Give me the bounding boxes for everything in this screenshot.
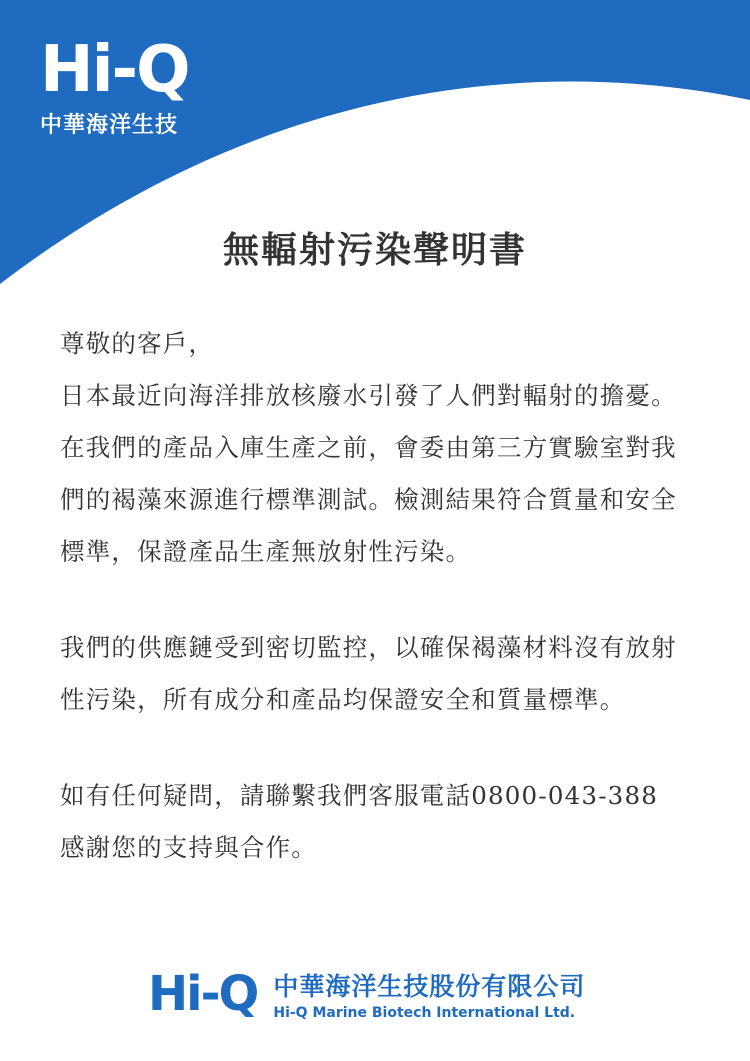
document-title: 無輻射污染聲明書 bbox=[222, 229, 527, 271]
document-body bbox=[60, 318, 710, 874]
footer-company-name-en: Hi-Q Marine Biotech International Ltd. bbox=[273, 1005, 576, 1021]
footer-branding bbox=[148, 966, 585, 1022]
paragraph-line: 們的褐藻來源進行標準測試。檢測結果符合質量和安全 bbox=[60, 485, 677, 514]
paragraph-line: 標準，保證產品生產無放射性污染。 bbox=[60, 537, 472, 566]
paragraph-line: 感謝您的支持與合作。 bbox=[60, 833, 317, 862]
paragraph-line: 尊敬的客戶， bbox=[60, 329, 215, 358]
paragraph-line: 我們的供應鏈受到密切監控，以確保褐藻材料沒有放射 bbox=[60, 633, 677, 662]
footer-logo-text: Hi-Q bbox=[148, 966, 258, 1022]
header-logo-subtitle: 中華海洋生技 bbox=[40, 113, 179, 138]
paragraph-line: 性污染，所有成分和產品均保證安全和質量標準。 bbox=[60, 685, 626, 714]
header-logo bbox=[40, 33, 189, 139]
footer-company-name-cn: 中華海洋生技股份有限公司 bbox=[273, 972, 586, 1001]
paragraph-line: 如有任何疑問，請聯繫我們客服電話0800-043-388 bbox=[60, 781, 659, 810]
paragraph-line: 在我們的產品入庫生產之前，會委由第三方實驗室對我 bbox=[60, 433, 677, 462]
header-logo-text: Hi-Q bbox=[40, 33, 189, 107]
paragraph-line: 日本最近向海洋排放核廢水引發了人們對輻射的擔憂。 bbox=[60, 381, 677, 410]
